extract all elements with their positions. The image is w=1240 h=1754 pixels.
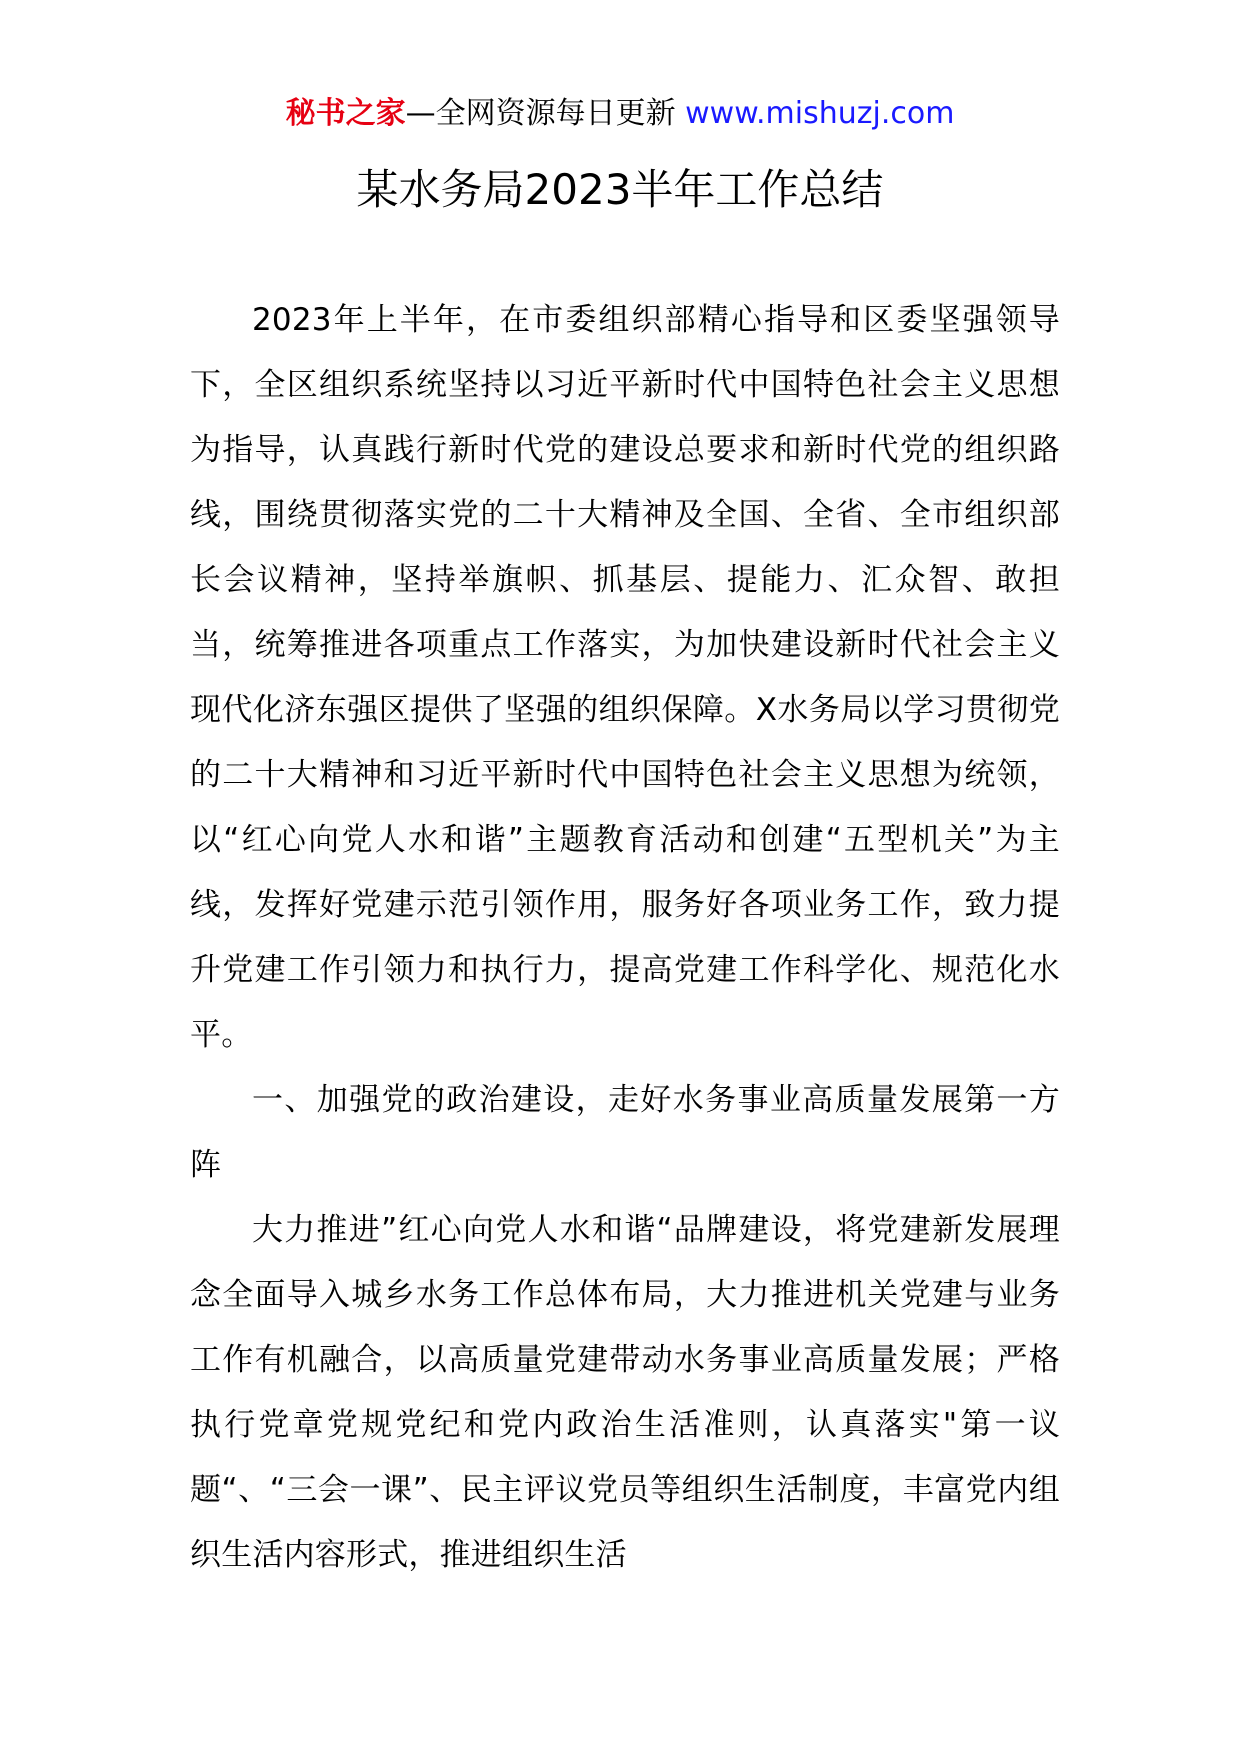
site-slogan: —全网资源每日更新 [405, 96, 676, 131]
paragraph-section-1: 大力推进”红心向党人水和谐“品牌建设，将党建新发展理念全面导入城乡水务工作总体布局，大力推进机关党建与业务工作有机融合，以高质量党建带动水务事业高质量发展；严格执行党章党规党纪和党内政治生活准则，认真落实"第一议题“、“三会一课”、民主评议党员等组织生活制度，丰富党内组织生活内容形式，推进组织生活 [190, 1212, 1060, 1573]
paragraph-intro: 2023年上半年，在市委组织部精心指导和区委坚强领导下，全区组织系统坚持以习近平新时代中国特色社会主义思想为指导，认真践行新时代党的建设总要求和新时代党的组织路线，围绕贯彻落实党的二十大精神及全国、全省、全市组织部长会议精神，坚持举旗帜、抓基层、提能力、汇众智、敢担当，统筹推进各项重点工作落实，为加快建设新时代社会主义现代化济东强区提供了坚强的组织保障。X水务局以学习贯彻党的二十大精神和习近平新时代中国特色社会主义思想为统领，以“红心向党人水和谐”主题教育活动和创建“五型机关”为主线，发挥好党建示范引领作用，服务好各项业务工作，致力提升党建工作引领力和执行力，提高党建工作科学化、规范化水平。 [190, 302, 1060, 1053]
brand-name: 秘书之家 [285, 96, 406, 131]
document-title: 某水务局2023半年工作总结 [356, 165, 884, 214]
section-heading-1: 一、加强党的政治建设，走好水务事业高质量发展第一方阵 [190, 1082, 1060, 1183]
site-url-link[interactable]: www.mishuzj.com [685, 96, 955, 131]
site-header [0, 94, 1240, 134]
document-body [190, 288, 1060, 1588]
